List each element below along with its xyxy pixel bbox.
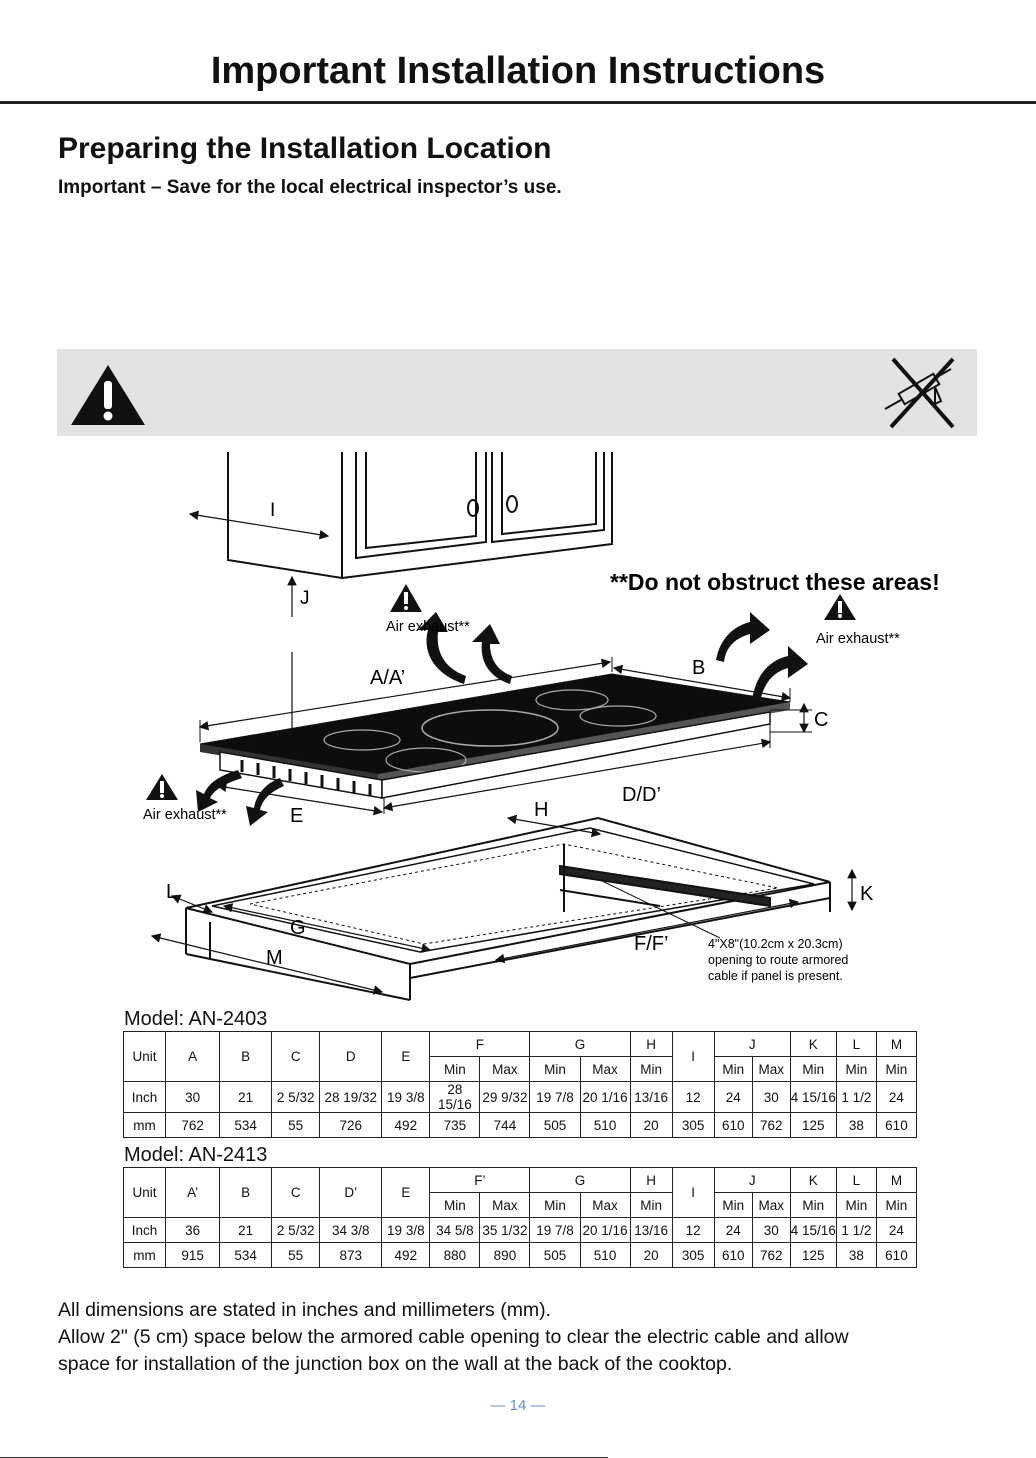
- table-cell: 28 15/16: [430, 1082, 480, 1113]
- table-cell: 305: [672, 1243, 714, 1268]
- table-cell: 34 5/8: [430, 1218, 480, 1243]
- table-cell: 125: [790, 1243, 836, 1268]
- table-cell: 38: [836, 1243, 876, 1268]
- subheader-cell: Min: [430, 1193, 480, 1218]
- table-cell: 492: [382, 1243, 430, 1268]
- subheader-cell: Min: [714, 1057, 752, 1082]
- cooktop: [200, 674, 790, 798]
- table-cell: 30: [752, 1082, 790, 1113]
- table-cell: 12: [672, 1082, 714, 1113]
- table-cell: 534: [220, 1243, 272, 1268]
- table-cell: 12: [672, 1218, 714, 1243]
- subheader-cell: Max: [752, 1193, 790, 1218]
- warning-banner: [57, 349, 977, 436]
- subheader-cell: Min: [430, 1057, 480, 1082]
- header-cell: H: [630, 1168, 672, 1193]
- table-row: [124, 1113, 917, 1138]
- dim-label-h: H: [534, 799, 549, 821]
- table-cell: 744: [480, 1113, 530, 1138]
- table-cell: 38: [836, 1113, 876, 1138]
- subheader-cell: Max: [480, 1193, 530, 1218]
- table-cell: 20: [630, 1243, 672, 1268]
- header-cell: J: [714, 1032, 790, 1057]
- spec-table-an-2413: [123, 1167, 917, 1268]
- upper-cabinet: [228, 452, 612, 578]
- table-cell: 610: [876, 1113, 916, 1138]
- table-cell: 24: [714, 1082, 752, 1113]
- dim-label-d: D/D’: [622, 784, 661, 806]
- subheader-cell: Min: [630, 1193, 672, 1218]
- header-cell: H: [630, 1032, 672, 1057]
- table-cell: 20 1/16: [580, 1082, 630, 1113]
- header-cell: F: [430, 1032, 530, 1057]
- model-label: Model: AN-2403: [124, 1008, 268, 1030]
- subheader-cell: Min: [630, 1057, 672, 1082]
- table-cell: 762: [166, 1113, 220, 1138]
- header-cell: K: [790, 1168, 836, 1193]
- subheader-cell: Min: [836, 1193, 876, 1218]
- table-cell: 890: [480, 1243, 530, 1268]
- header-cell: F’: [430, 1168, 530, 1193]
- dim-label-c: C: [814, 709, 829, 731]
- subheader-cell: Min: [530, 1193, 580, 1218]
- table-cell: 610: [714, 1243, 752, 1268]
- subheader-cell: Min: [836, 1057, 876, 1082]
- table-cell: 19 7/8: [530, 1082, 580, 1113]
- header-cell: B: [220, 1168, 272, 1218]
- dim-label-g: G: [290, 917, 306, 939]
- subheader-cell: Min: [790, 1057, 836, 1082]
- subheader-cell: Max: [480, 1057, 530, 1082]
- subheader-cell: Min: [714, 1193, 752, 1218]
- header-cell: J: [714, 1168, 790, 1193]
- header-cell: A’: [166, 1168, 220, 1218]
- air-exhaust-label: Air exhaust**: [386, 619, 470, 635]
- dim-label-i: I: [270, 500, 276, 521]
- table-cell: 610: [714, 1113, 752, 1138]
- header-cell: M: [876, 1032, 916, 1057]
- table-cell: 915: [166, 1243, 220, 1268]
- table-cell: 735: [430, 1113, 480, 1138]
- header-cell: G: [530, 1168, 630, 1193]
- subheader-cell: Min: [876, 1193, 916, 1218]
- header-cell: I: [672, 1168, 714, 1218]
- spec-table-an-2403: [123, 1031, 917, 1138]
- table-row: [124, 1082, 917, 1113]
- footer-line-3: space for installation of the junction box on the wall at the back of the cooktop.: [58, 1353, 733, 1375]
- dim-label-m: M: [266, 947, 283, 969]
- header-cell: E: [382, 1168, 430, 1218]
- table-cell: 24: [876, 1082, 916, 1113]
- model-label: Model: AN-2413: [124, 1144, 268, 1166]
- installation-diagram: [130, 452, 980, 1002]
- table-cell: 505: [530, 1243, 580, 1268]
- table-cell: mm: [124, 1113, 166, 1138]
- air-exhaust-label: Air exhaust**: [816, 631, 900, 647]
- section-subheading: Important – Save for the local electrical inspector’s use.: [58, 177, 562, 198]
- header-cell: D’: [320, 1168, 382, 1218]
- table-cell: 55: [272, 1243, 320, 1268]
- opening-note-line-1: 4"X8"(10.2cm x 20.3cm): [708, 937, 843, 951]
- page-title: Important Installation Instructions: [210, 50, 826, 92]
- subheader-cell: Min: [530, 1057, 580, 1082]
- table-cell: 55: [272, 1113, 320, 1138]
- table-cell: 510: [580, 1113, 630, 1138]
- table-cell: 492: [382, 1113, 430, 1138]
- table-cell: 610: [876, 1243, 916, 1268]
- table-cell: 24: [876, 1218, 916, 1243]
- footer-line-1: All dimensions are stated in inches and millimeters (mm).: [58, 1299, 552, 1321]
- air-exhaust-label: Air exhaust**: [143, 807, 227, 823]
- dim-label-j: J: [300, 588, 310, 609]
- dim-label-k: K: [860, 883, 874, 905]
- table-cell: 4 15/16: [790, 1082, 836, 1113]
- title-divider: [0, 101, 1036, 104]
- table-cell: 125: [790, 1113, 836, 1138]
- table-cell: 24: [714, 1218, 752, 1243]
- table-row: [124, 1243, 917, 1268]
- opening-note-line-2: opening to route armored: [708, 953, 849, 967]
- table-cell: 20: [630, 1113, 672, 1138]
- header-cell: I: [672, 1032, 714, 1082]
- table-cell: 34 3/8: [320, 1218, 382, 1243]
- header-cell: B: [220, 1032, 272, 1082]
- table-cell: 2 5/32: [272, 1082, 320, 1113]
- dim-label-a: A/A’: [370, 667, 406, 689]
- table-cell: 880: [430, 1243, 480, 1268]
- table-cell: 36: [166, 1218, 220, 1243]
- header-cell: M: [876, 1168, 916, 1193]
- header-cell: K: [790, 1032, 836, 1057]
- warning-triangle-icon: [824, 594, 856, 620]
- table-cell: 21: [220, 1218, 272, 1243]
- table-cell: 762: [752, 1113, 790, 1138]
- dim-label-f: F/F’: [634, 933, 669, 955]
- opening-note-line-3: cable if panel is present.: [708, 969, 843, 983]
- table-cell: 29 9/32: [480, 1082, 530, 1113]
- dim-label-e: E: [290, 805, 304, 827]
- table-cell: 873: [320, 1243, 382, 1268]
- subheader-cell: Max: [752, 1057, 790, 1082]
- header-cell: A: [166, 1032, 220, 1082]
- header-cell: L: [836, 1032, 876, 1057]
- table-cell: 4 15/16: [790, 1218, 836, 1243]
- table-cell: 1 1/2: [836, 1082, 876, 1113]
- warning-triangle-icon: [146, 774, 178, 800]
- header-cell: E: [382, 1032, 430, 1082]
- table-cell: Inch: [124, 1082, 166, 1113]
- table-cell: 13/16: [630, 1218, 672, 1243]
- dim-label-b: B: [692, 657, 706, 679]
- table-cell: 19 3/8: [382, 1082, 430, 1113]
- header-cell: C: [272, 1168, 320, 1218]
- table-cell: 30: [166, 1082, 220, 1113]
- header-cell: L: [836, 1168, 876, 1193]
- table-cell: 762: [752, 1243, 790, 1268]
- subheader-cell: Min: [876, 1057, 916, 1082]
- table-cell: 13/16: [630, 1082, 672, 1113]
- do-not-obstruct-note: **Do not obstruct these areas!: [610, 569, 940, 595]
- warning-triangle-icon: [69, 363, 147, 427]
- table-cell: 534: [220, 1113, 272, 1138]
- table-cell: Inch: [124, 1218, 166, 1243]
- warning-triangle-icon: [390, 584, 422, 612]
- section-heading: Preparing the Installation Location: [58, 132, 552, 165]
- table-cell: 2 5/32: [272, 1218, 320, 1243]
- table-cell: 35 1/32: [480, 1218, 530, 1243]
- table-cell: 510: [580, 1243, 630, 1268]
- header-cell: C: [272, 1032, 320, 1082]
- table-cell: 305: [672, 1113, 714, 1138]
- dim-label-l: L: [166, 881, 178, 903]
- table-cell: 30: [752, 1218, 790, 1243]
- footer-line-2: Allow 2" (5 cm) space below the armored cable opening to clear the electric cable and allow: [58, 1326, 849, 1348]
- table-cell: 19 3/8: [382, 1218, 430, 1243]
- header-cell: Unit: [124, 1168, 166, 1218]
- table-cell: 726: [320, 1113, 382, 1138]
- table-cell: 19 7/8: [530, 1218, 580, 1243]
- subheader-cell: Max: [580, 1193, 630, 1218]
- subheader-cell: Max: [580, 1057, 630, 1082]
- table-cell: 505: [530, 1113, 580, 1138]
- subheader-cell: Min: [790, 1193, 836, 1218]
- table-cell: 20 1/16: [580, 1218, 630, 1243]
- header-cell: Unit: [124, 1032, 166, 1082]
- table-cell: 21: [220, 1082, 272, 1113]
- page-number: — 14 —: [490, 1397, 546, 1414]
- no-caulking-gun-icon: [879, 353, 965, 431]
- table-cell: 28 19/32: [320, 1082, 382, 1113]
- table-row: [124, 1218, 917, 1243]
- header-cell: D: [320, 1032, 382, 1082]
- table-cell: 1 1/2: [836, 1218, 876, 1243]
- header-cell: G: [530, 1032, 630, 1057]
- table-cell: mm: [124, 1243, 166, 1268]
